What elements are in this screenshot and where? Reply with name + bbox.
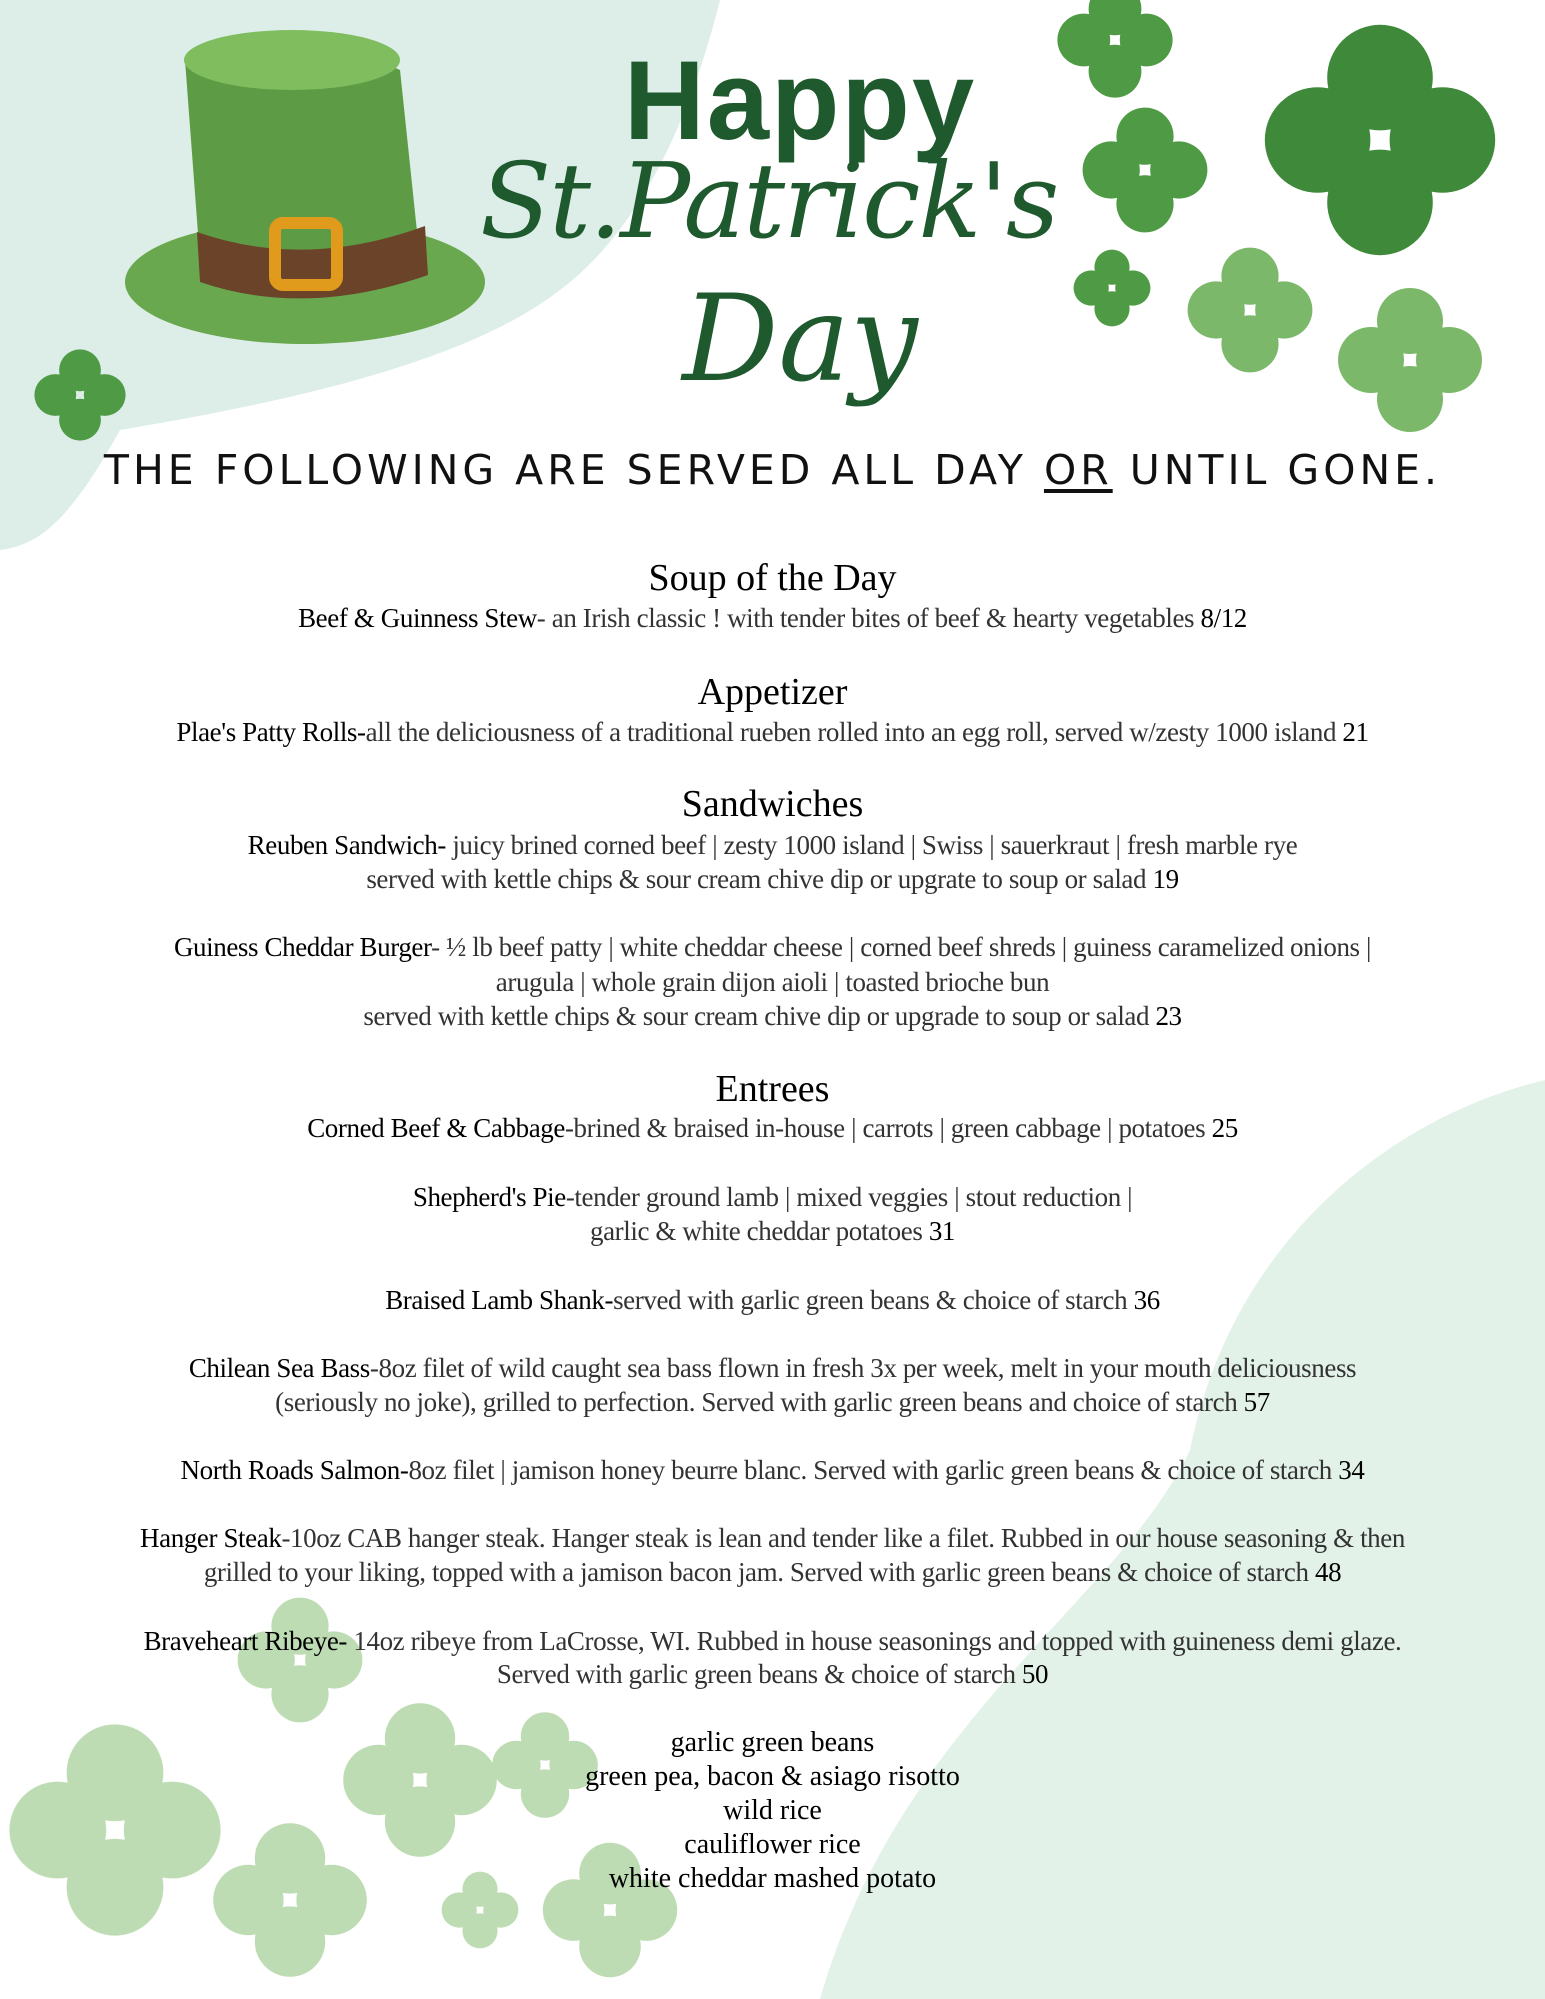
item-name: Reuben Sandwich- — [247, 830, 446, 860]
menu-item-cont — [0, 1557, 1545, 1588]
menu-item — [0, 1626, 1545, 1657]
item-desc: -tender ground lamb | mixed veggies | stout reduction | — [565, 1182, 1133, 1212]
item-name: Chilean Sea Bass — [188, 1353, 370, 1383]
item-price: 36 — [1133, 1285, 1160, 1315]
menu-item — [0, 830, 1545, 861]
item-price: 8/12 — [1200, 603, 1247, 633]
menu-item — [0, 1285, 1545, 1316]
menu-item — [0, 1182, 1545, 1213]
menu-item — [0, 932, 1545, 963]
item-desc: 8oz filet | jamison honey beurre blanc. Served with garlic green beans & choice of starch — [408, 1455, 1339, 1485]
item-desc: served with garlic green beans & choice of starch — [613, 1285, 1134, 1315]
item-name: Braised Lamb Shank- — [385, 1285, 614, 1315]
item-name: Guiness Cheddar Burger — [173, 932, 432, 962]
tagline-text: UNTIL GONE. — [1112, 446, 1442, 494]
item-name: Hanger Steak — [140, 1523, 282, 1553]
item-name: Corned Beef & Cabbage — [307, 1113, 565, 1143]
tagline-emphasis: OR — [1043, 446, 1113, 494]
item-desc: 14oz ribeye from LaCrosse, WI. Rubbed in house seasonings and topped with guineness demi glaze. — [347, 1626, 1402, 1656]
menu-item — [0, 1353, 1545, 1384]
item-desc: (seriously no joke), grilled to perfection. Served with garlic green beans and choice of starch — [275, 1387, 1244, 1417]
item-price: 19 — [1152, 864, 1179, 894]
item-desc: all the deliciousness of a traditional rueben rolled into an egg roll, served w/zesty 1000 island — [365, 717, 1343, 747]
section-heading-sandwiches: Sandwiches — [681, 783, 864, 825]
item-name: Shepherd's Pie — [412, 1182, 566, 1212]
item-desc: served with kettle chips & sour cream chive dip or upgrade to soup or salad — [363, 1001, 1156, 1031]
menu-item — [0, 603, 1545, 634]
item-desc: garlic & white cheddar potatoes — [589, 1216, 929, 1246]
tagline — [0, 446, 1545, 494]
menu-item-cont — [0, 1216, 1545, 1247]
item-desc: -10oz CAB hanger steak. Hanger steak is lean and tender like a filet. Rubbed in our house seasoning & then — [281, 1523, 1405, 1553]
section-heading-entrees: Entrees — [715, 1068, 830, 1110]
item-price: 50 — [1021, 1659, 1049, 1689]
title-st-patricks: St.Patrick's — [480, 140, 1058, 262]
item-desc: -brined & braised in-house | carrots | green cabbage | potatoes — [564, 1113, 1212, 1143]
section-heading-soup: Soup of the Day — [648, 557, 897, 599]
item-desc: juicy brined corned beef | zesty 1000 island | Swiss | sauerkraut | fresh marble rye — [445, 830, 1298, 860]
item-price: 34 — [1338, 1455, 1365, 1485]
menu-item — [0, 1113, 1545, 1144]
item-desc: -8oz filet of wild caught sea bass flown in fresh 3x per week, melt in your mouth deliciousness — [369, 1353, 1357, 1383]
menu-item-cont — [0, 1001, 1545, 1032]
item-desc: served with kettle chips & sour cream chive dip or upgrate to soup or salad — [366, 864, 1153, 894]
side-item: green pea, bacon & asiago risotto — [585, 1761, 960, 1792]
item-desc: - an Irish classic ! with tender bites of beef & hearty vegetables — [536, 603, 1201, 633]
side-item: garlic green beans — [670, 1727, 875, 1758]
item-name: North Roads Salmon- — [180, 1455, 409, 1485]
item-price: 23 — [1155, 1001, 1182, 1031]
side-item: wild rice — [723, 1795, 822, 1826]
item-name: Plae's Patty Rolls- — [176, 717, 366, 747]
item-price: 25 — [1211, 1113, 1238, 1143]
title-day: Day — [682, 270, 918, 409]
title-happy: Happy — [623, 38, 977, 163]
item-price: 48 — [1314, 1557, 1342, 1587]
item-desc: Served with garlic green beans & choice of starch — [496, 1659, 1022, 1689]
section-heading-appetizer: Appetizer — [697, 671, 848, 713]
item-desc: grilled to your liking, topped with a jamison bacon jam. Served with garlic green beans & choice of starch — [203, 1557, 1315, 1587]
item-name: Beef & Guinness Stew — [298, 603, 537, 633]
menu-item-cont — [0, 1659, 1545, 1690]
menu-item-cont: arugula | whole grain dijon aioli | toasted brioche bun — [495, 967, 1050, 997]
side-item: cauliflower rice — [684, 1829, 861, 1860]
item-price: 57 — [1243, 1387, 1270, 1417]
item-name: Braveheart Ribeye- — [143, 1626, 348, 1656]
item-price: 21 — [1342, 717, 1369, 747]
menu-item — [0, 1523, 1545, 1554]
tagline-text: THE FOLLOWING ARE SERVED ALL DAY — [103, 446, 1044, 494]
menu-item — [0, 717, 1545, 748]
item-desc: - ½ lb beef patty | white cheddar cheese | corned beef shreds | guiness caramelized onions | — [431, 932, 1372, 962]
menu-item-cont — [0, 864, 1545, 895]
menu-item — [0, 1455, 1545, 1486]
side-item: white cheddar mashed potato — [608, 1863, 937, 1894]
menu-item-cont — [0, 1387, 1545, 1418]
item-price: 31 — [928, 1216, 956, 1246]
